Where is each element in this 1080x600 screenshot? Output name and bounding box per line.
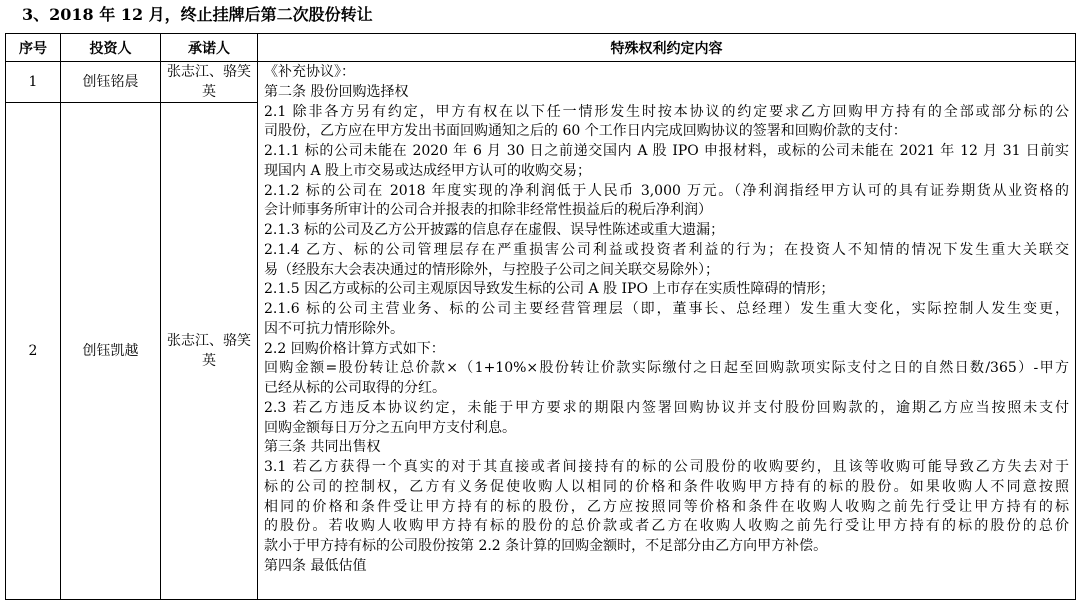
table-header-row bbox=[6, 34, 1076, 62]
content-line: 会计师事务所审计的公司合并报表的扣除非经常性损益后的税后净利润） bbox=[264, 202, 712, 219]
content-line: 2.3 若乙方违反本协议约定，未能于甲方要求的期限内签署回购协议并支付股份回购款的，逾期乙方应当按照未支付 bbox=[264, 399, 1069, 416]
row-no: 2 bbox=[6, 103, 61, 600]
row-promisor: 张志江、骆笑英 bbox=[161, 103, 258, 600]
table-row bbox=[6, 62, 1076, 103]
content-line: 司股份，乙方应在甲方发出书面回购通知之后的 60 个工作日内完成回购协议的签署和回购价款的支付： bbox=[264, 123, 907, 140]
content-line: 《补充协议》： bbox=[264, 64, 355, 80]
content-lines bbox=[264, 63, 1069, 577]
content-line: 的股份。若收购人收购甲方持有标的股份的总价款或者乙方在收购人收购之前先行受让甲方持有的标的股份的总价 bbox=[264, 518, 1069, 535]
header-content: 特殊权利约定内容 bbox=[258, 34, 1076, 62]
content-line: 款小于甲方持有标的公司股份按第 2.2 条计算的回购金额时，不足部分由乙方向甲方补偿。 bbox=[264, 538, 828, 554]
special-rights-content bbox=[258, 62, 1076, 600]
content-line: 2.1.3 标的公司及乙方公开披露的信息存在虚假、误导性陈述或重大遗漏； bbox=[264, 222, 725, 238]
content-line: 3.1 若乙方获得一个真实的对于其直接或者间接持有的标的公司股份的收购要约，且该等收购可能导致乙方失去对于 bbox=[264, 459, 1069, 475]
row-no: 1 bbox=[6, 62, 61, 103]
content-line: 已经从标的公司取得的分红。 bbox=[264, 380, 446, 396]
content-line: 2.1.2 标的公司在 2018 年度实现的净利润低于人民币 3,000 万元。（净利润指经甲方认可的具有证券期货从业资格的 bbox=[264, 182, 1069, 199]
content-line: 第三条 共同出售权 bbox=[264, 439, 381, 456]
content-line: 回购金额每日万分之五向甲方支付利息。 bbox=[264, 419, 516, 436]
content-line: 2.1.1 标的公司未能在 2020 年 6 月 30 日之前递交国内 A 股 IPO 申报材料，或标的公司未能在 2021 年 12 月 31 日前实 bbox=[264, 143, 1069, 159]
content-line: 第二条 股份回购选择权 bbox=[264, 83, 409, 100]
row-investor: 创钰凯越 bbox=[61, 103, 161, 600]
row-investor: 创钰铭晨 bbox=[61, 62, 161, 103]
content-line: 2.1.4 乙方、标的公司管理层存在严重损害公司利益或投资者利益的行为；在投资人不知情的情况下发生重大关联交 bbox=[264, 241, 1069, 258]
content-line: 因不可抗力情形除外。 bbox=[264, 320, 404, 337]
section-heading: 3、2018 年 12 月，终止挂牌后第二次股份转让 bbox=[22, 5, 373, 24]
content-line: 第四条 最低估值 bbox=[264, 557, 367, 574]
header-promisor: 承诺人 bbox=[161, 34, 258, 62]
row-promisor: 张志江、骆笑英 bbox=[161, 62, 258, 103]
special-rights-table bbox=[5, 33, 1076, 600]
content-line: 2.1.5 因乙方或标的公司主观原因导致发生标的公司 A 股 IPO 上市存在实质性障碍的情形； bbox=[264, 281, 835, 298]
content-line: 标的公司的控制权，乙方有义务促使收购人以相同的价格和条件收购甲方持有的标的股份。如果收购人不同意按照 bbox=[264, 478, 1069, 495]
header-no: 序号 bbox=[6, 34, 61, 62]
header-investor: 投资人 bbox=[61, 34, 161, 62]
content-line: 2.1 除非各方另有约定，甲方有权在以下任一情形发生时按本协议的约定要求乙方回购甲方持有的全部或部分标的公 bbox=[264, 103, 1069, 120]
content-line: 2.2 回购价格计算方式如下： bbox=[264, 340, 445, 357]
content-line: 易（经股东大会表决通过的情形除外，与控股子公司之间关联交易除外）； bbox=[264, 261, 719, 278]
content-line: 回购金额=股份转让总价款×（1+10%×股份转让价款实际缴付之日起至回购款项实际支付之日的自然日数/365）-甲方 bbox=[264, 360, 1069, 377]
content-line: 2.1.6 标的公司主营业务、标的公司主要经营管理层（即，董事长、总经理）发生重大变化，实际控制人发生变更， bbox=[264, 301, 1069, 317]
content-line: 相同的价格和条件受让甲方持有的标的股份，乙方应按照同等价格和条件在收购人收购之前先行受让甲方持有的标 bbox=[264, 498, 1069, 515]
content-line: 现国内 A 股上市交易或达成经甲方认可的收购交易； bbox=[264, 162, 592, 179]
